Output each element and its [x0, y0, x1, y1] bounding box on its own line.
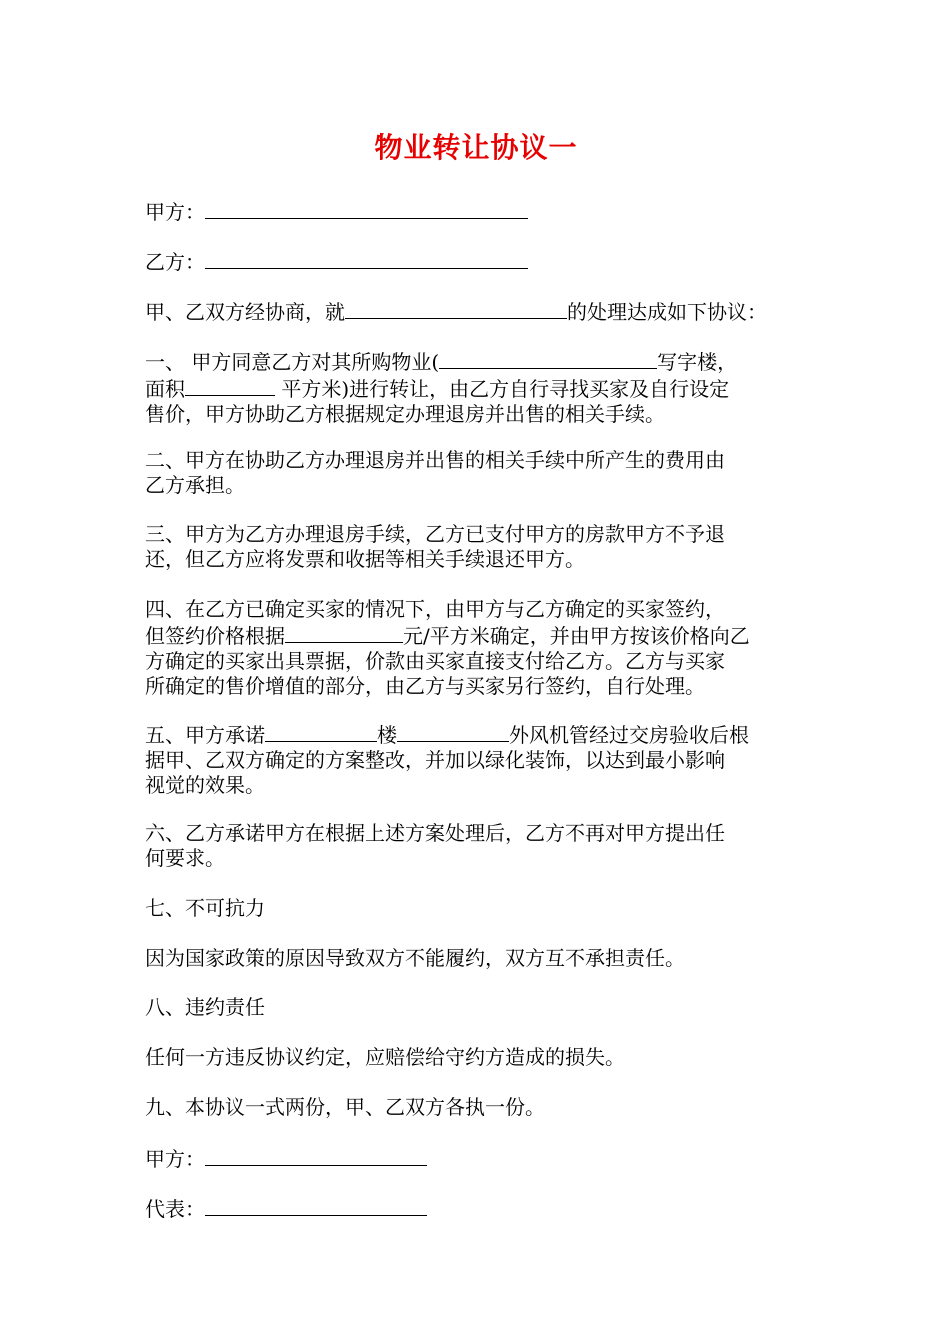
party-a-line [145, 198, 807, 225]
clause-5-line-3: 视觉的效果。 [145, 773, 265, 797]
clause-1-area-blank[interactable] [185, 375, 275, 396]
sign-rep-blank[interactable] [205, 1195, 427, 1216]
intro-subject-blank[interactable] [345, 298, 567, 319]
clause-3-line-2: 还，但乙方应将发票和收据等相关手续退还甲方。 [145, 547, 585, 571]
clause-2-line-1: 二、甲方在协助乙方办理退房并出售的相关手续中所产生的费用由 [145, 448, 725, 472]
clause-5-line-2: 据甲、乙双方确定的方案整改，并加以绿化装饰，以达到最小影响 [145, 748, 725, 772]
clause-6 [145, 821, 807, 871]
clause-5-text-c: 外风机管经过交房验收后根 [509, 723, 749, 747]
clause-4 [145, 597, 807, 699]
clause-7-heading: 七、不可抗力 [145, 896, 265, 920]
clause-4-price-blank[interactable] [285, 622, 403, 643]
clause-1-text-c: 面积 [145, 377, 185, 401]
clause-4-line-4: 所确定的售价增值的部分，由乙方与买家另行签约，自行处理。 [145, 674, 705, 698]
clause-4-text-b: 元/平方米确定，并由甲方按该价格向乙 [403, 624, 750, 648]
intro-paragraph [145, 298, 807, 325]
clause-8-body: 任何一方违反协议约定，应赔偿给守约方造成的损失。 [145, 1045, 625, 1069]
clause-2 [145, 448, 807, 498]
clause-3-line-1: 三、甲方为乙方办理退房手续，乙方已支付甲方的房款甲方不予退 [145, 522, 725, 546]
clause-6-line-1: 六、乙方承诺甲方在根据上述方案处理后，乙方不再对甲方提出任 [145, 821, 725, 845]
clause-1-text-d: 平方米)进行转让，由乙方自行寻找买家及自行设定 [275, 377, 730, 401]
intro-prefix: 甲、乙双方经协商，就 [145, 300, 345, 324]
clause-1-text-e: 售价，甲方协助乙方根据规定办理退房并出售的相关手续。 [145, 402, 665, 426]
clause-5-text-a: 五、甲方承诺 [145, 723, 265, 747]
clause-5 [145, 721, 807, 798]
sign-party-a-line [145, 1145, 807, 1172]
clause-4-line-1: 四、在乙方已确定买家的情况下，由甲方与乙方确定的买家签约， [145, 597, 725, 621]
clause-1-property-blank[interactable] [439, 348, 657, 369]
clause-5-building-blank[interactable] [265, 721, 377, 742]
clause-1-text-b: 写字楼， [657, 350, 738, 374]
clause-5-location-blank[interactable] [397, 721, 509, 742]
clause-7-body: 因为国家政策的原因导致双方不能履约，双方互不承担责任。 [145, 946, 685, 970]
clause-1 [145, 348, 807, 427]
sign-rep-line [145, 1195, 807, 1222]
sign-rep-label: 代表： [145, 1197, 205, 1221]
party-a-label: 甲方： [145, 200, 205, 224]
clause-4-text-a: 但签约价格根据 [145, 624, 285, 648]
party-b-blank[interactable] [205, 248, 528, 269]
party-b-label: 乙方： [145, 250, 205, 274]
document-title: 物业转让协议一 [374, 131, 578, 164]
party-b-line [145, 248, 807, 275]
clause-8-heading: 八、违约责任 [145, 995, 265, 1019]
intro-suffix: 的处理达成如下协议： [567, 300, 767, 324]
clause-2-line-2: 乙方承担。 [145, 473, 245, 497]
party-a-blank[interactable] [205, 198, 528, 219]
sign-party-a-label: 甲方： [145, 1147, 205, 1171]
clause-9: 九、本协议一式两份，甲、乙双方各执一份。 [145, 1095, 545, 1119]
clause-6-line-2: 何要求。 [145, 846, 225, 870]
clause-3 [145, 522, 807, 572]
clause-1-text-a: 一、 甲方同意乙方对其所购物业( [145, 350, 440, 374]
clause-4-line-3: 方确定的买家出具票据，价款由买家直接支付给乙方。乙方与买家 [145, 649, 725, 673]
sign-party-a-blank[interactable] [205, 1145, 427, 1166]
clause-5-text-b: 楼 [377, 723, 397, 747]
